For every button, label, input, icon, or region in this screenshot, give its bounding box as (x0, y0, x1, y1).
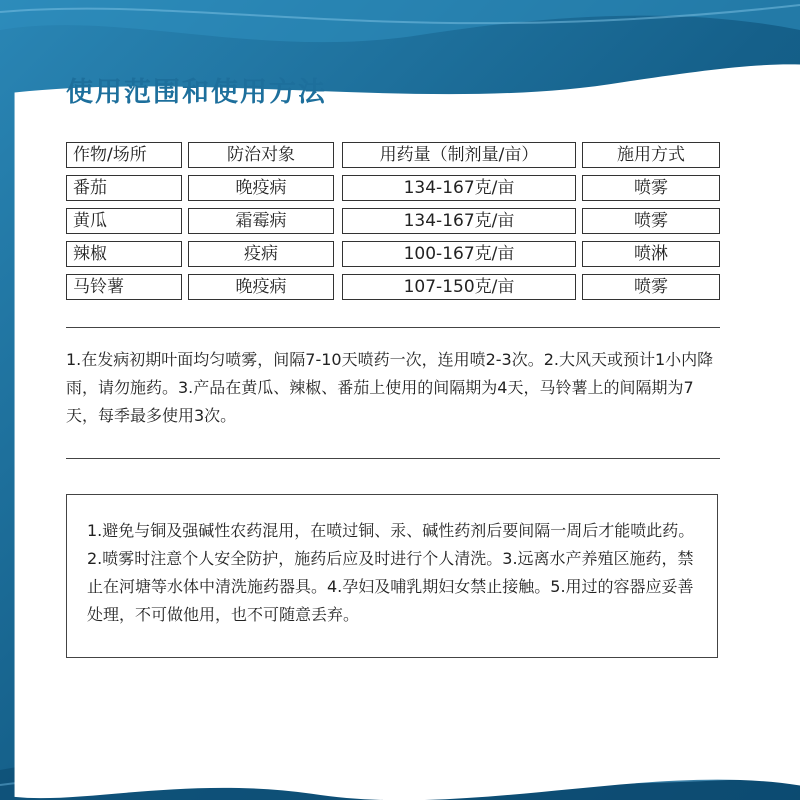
table-cell-dosage: 134-167克/亩 (342, 208, 576, 234)
table-cell-target: 晚疫病 (188, 274, 334, 300)
table-cell-dosage: 134-167克/亩 (342, 175, 576, 201)
divider-top (66, 327, 720, 328)
table-cell-crop: 黄瓜 (66, 208, 182, 234)
table-header-target: 防治对象 (188, 142, 334, 168)
table-cell-crop: 辣椒 (66, 241, 182, 267)
table-cell-method: 喷雾 (582, 274, 720, 300)
table-cell-dosage: 107-150克/亩 (342, 274, 576, 300)
table-header-dosage: 用药量（制剂量/亩） (342, 142, 576, 168)
table-cell-method: 喷雾 (582, 208, 720, 234)
divider-bottom (66, 458, 720, 459)
table-cell-target: 霜霉病 (188, 208, 334, 234)
precautions-text: 1.避免与铜及强碱性农药混用，在喷过铜、汞、碱性药剂后要间隔一周后才能喷此药。2.喷雾时注意个人安全防护，施药后应及时进行个人清洗。3.远离水产养殖区施药，禁止在河塘等水体中清洗施药器具。4.孕妇及哺乳期妇女禁止接触。5.用过的容器应妥善处理，不可做他用，也不可随意丢弃。 (87, 521, 695, 624)
precautions-box (66, 494, 718, 658)
table-cell-crop: 马铃薯 (66, 274, 182, 300)
table-cell-target: 晚疫病 (188, 175, 334, 201)
table-cell-method: 喷淋 (582, 241, 720, 267)
table-cell-crop: 番茄 (66, 175, 182, 201)
table-header-crop: 作物/场所 (66, 142, 182, 168)
table-header-method: 施用方式 (582, 142, 720, 168)
usage-notes: 1.在发病初期叶面均匀喷雾，间隔7-10天喷药一次，连用喷2-3次。2.大风天或预计1小内降雨，请勿施药。3.产品在黄瓜、辣椒、番茄上使用的间隔期为4天，马铃薯上的间隔期为7天，每季最多使用3次。 (66, 350, 714, 425)
table-cell-target: 疫病 (188, 241, 334, 267)
table-cell-method: 喷雾 (582, 175, 720, 201)
table-cell-dosage: 100-167克/亩 (342, 241, 576, 267)
page-title: 使用范围和使用方法 (66, 77, 327, 108)
